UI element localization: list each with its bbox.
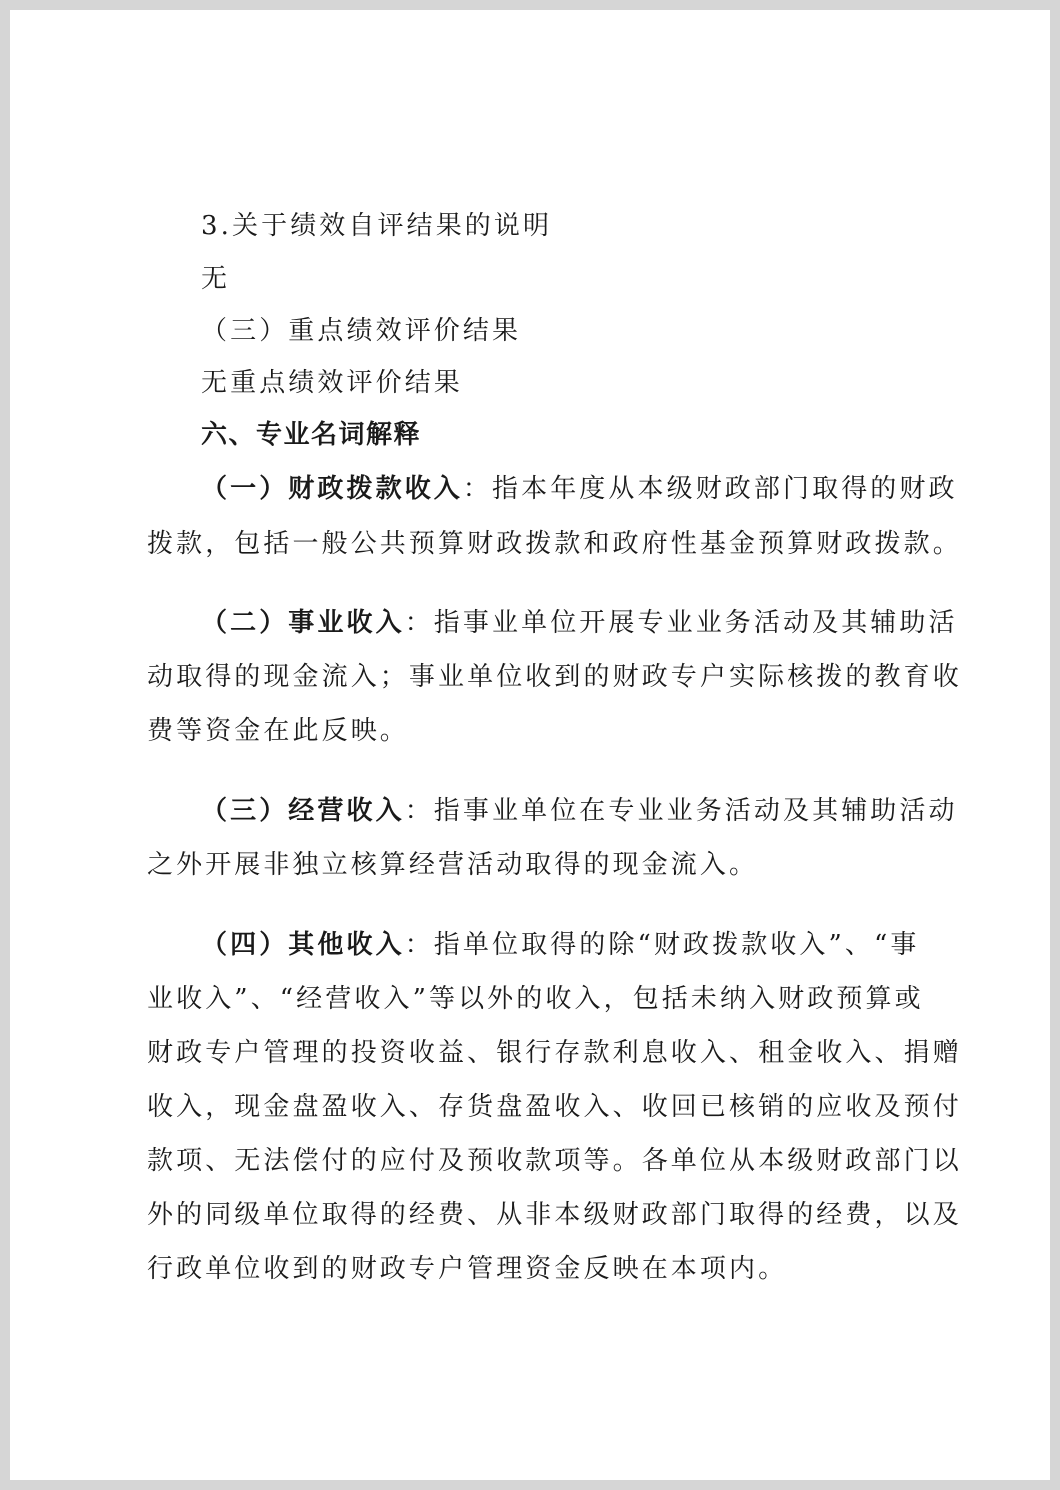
term-text-line: ：指事业单位开展专业业务活动及其辅助活 bbox=[404, 608, 958, 638]
term-label: （四）其他收入 bbox=[201, 930, 405, 960]
term-text-line: 款项、无法偿付的应付及预收款项等。各单位从本级财政部门以 bbox=[147, 1146, 962, 1176]
term-text-line: 拨款，包括一般公共预算财政拨款和政府性基金预算财政拨款。 bbox=[147, 529, 962, 559]
term-text-line: 动取得的现金流入；事业单位收到的财政专户实际核拨的教育收 bbox=[147, 662, 962, 692]
term-text-line: ：指单位取得的除“财政拨款收入”、“事 bbox=[404, 930, 920, 960]
document-page bbox=[10, 10, 1050, 1480]
term-text-line: ：指事业单位在专业业务活动及其辅助活动 bbox=[404, 796, 958, 826]
term-text-line: 业收入”、“经营收入”等以外的收入，包括未纳入财政预算或 bbox=[147, 984, 924, 1014]
term-text-line: 费等资金在此反映。 bbox=[147, 716, 409, 746]
term-label: （二）事业收入 bbox=[201, 608, 405, 638]
term-paragraph bbox=[201, 473, 958, 505]
term-paragraph bbox=[201, 929, 919, 961]
term-paragraph bbox=[201, 607, 958, 639]
term-label: （一）财政拨款收入 bbox=[201, 474, 463, 504]
glossary-heading: 六、专业名词解释 bbox=[201, 420, 422, 450]
term-text-line: 之外开展非独立核算经营活动取得的现金流入。 bbox=[147, 850, 759, 880]
term-label: （三）经营收入 bbox=[201, 796, 405, 826]
term-text-line: 外的同级单位取得的经费、从非本级财政部门取得的经费，以及 bbox=[147, 1200, 962, 1230]
section-title-key-eval: （三）重点绩效评价结果 bbox=[201, 316, 522, 346]
section-body-self-eval: 无 bbox=[201, 264, 231, 294]
term-text-line: 财政专户管理的投资收益、银行存款利息收入、租金收入、捐赠 bbox=[147, 1038, 962, 1068]
section-title-self-eval: 3.关于绩效自评结果的说明 bbox=[201, 211, 553, 241]
section-body-key-eval: 无重点绩效评价结果 bbox=[201, 368, 463, 398]
term-text-line: 行政单位收到的财政专户管理资金反映在本项内。 bbox=[147, 1254, 788, 1284]
term-text-line: 收入，现金盘盈收入、存货盘盈收入、收回已核销的应收及预付 bbox=[147, 1092, 962, 1122]
term-text-line: ：指本年度从本级财政部门取得的财政 bbox=[462, 474, 958, 504]
term-paragraph bbox=[201, 795, 958, 827]
